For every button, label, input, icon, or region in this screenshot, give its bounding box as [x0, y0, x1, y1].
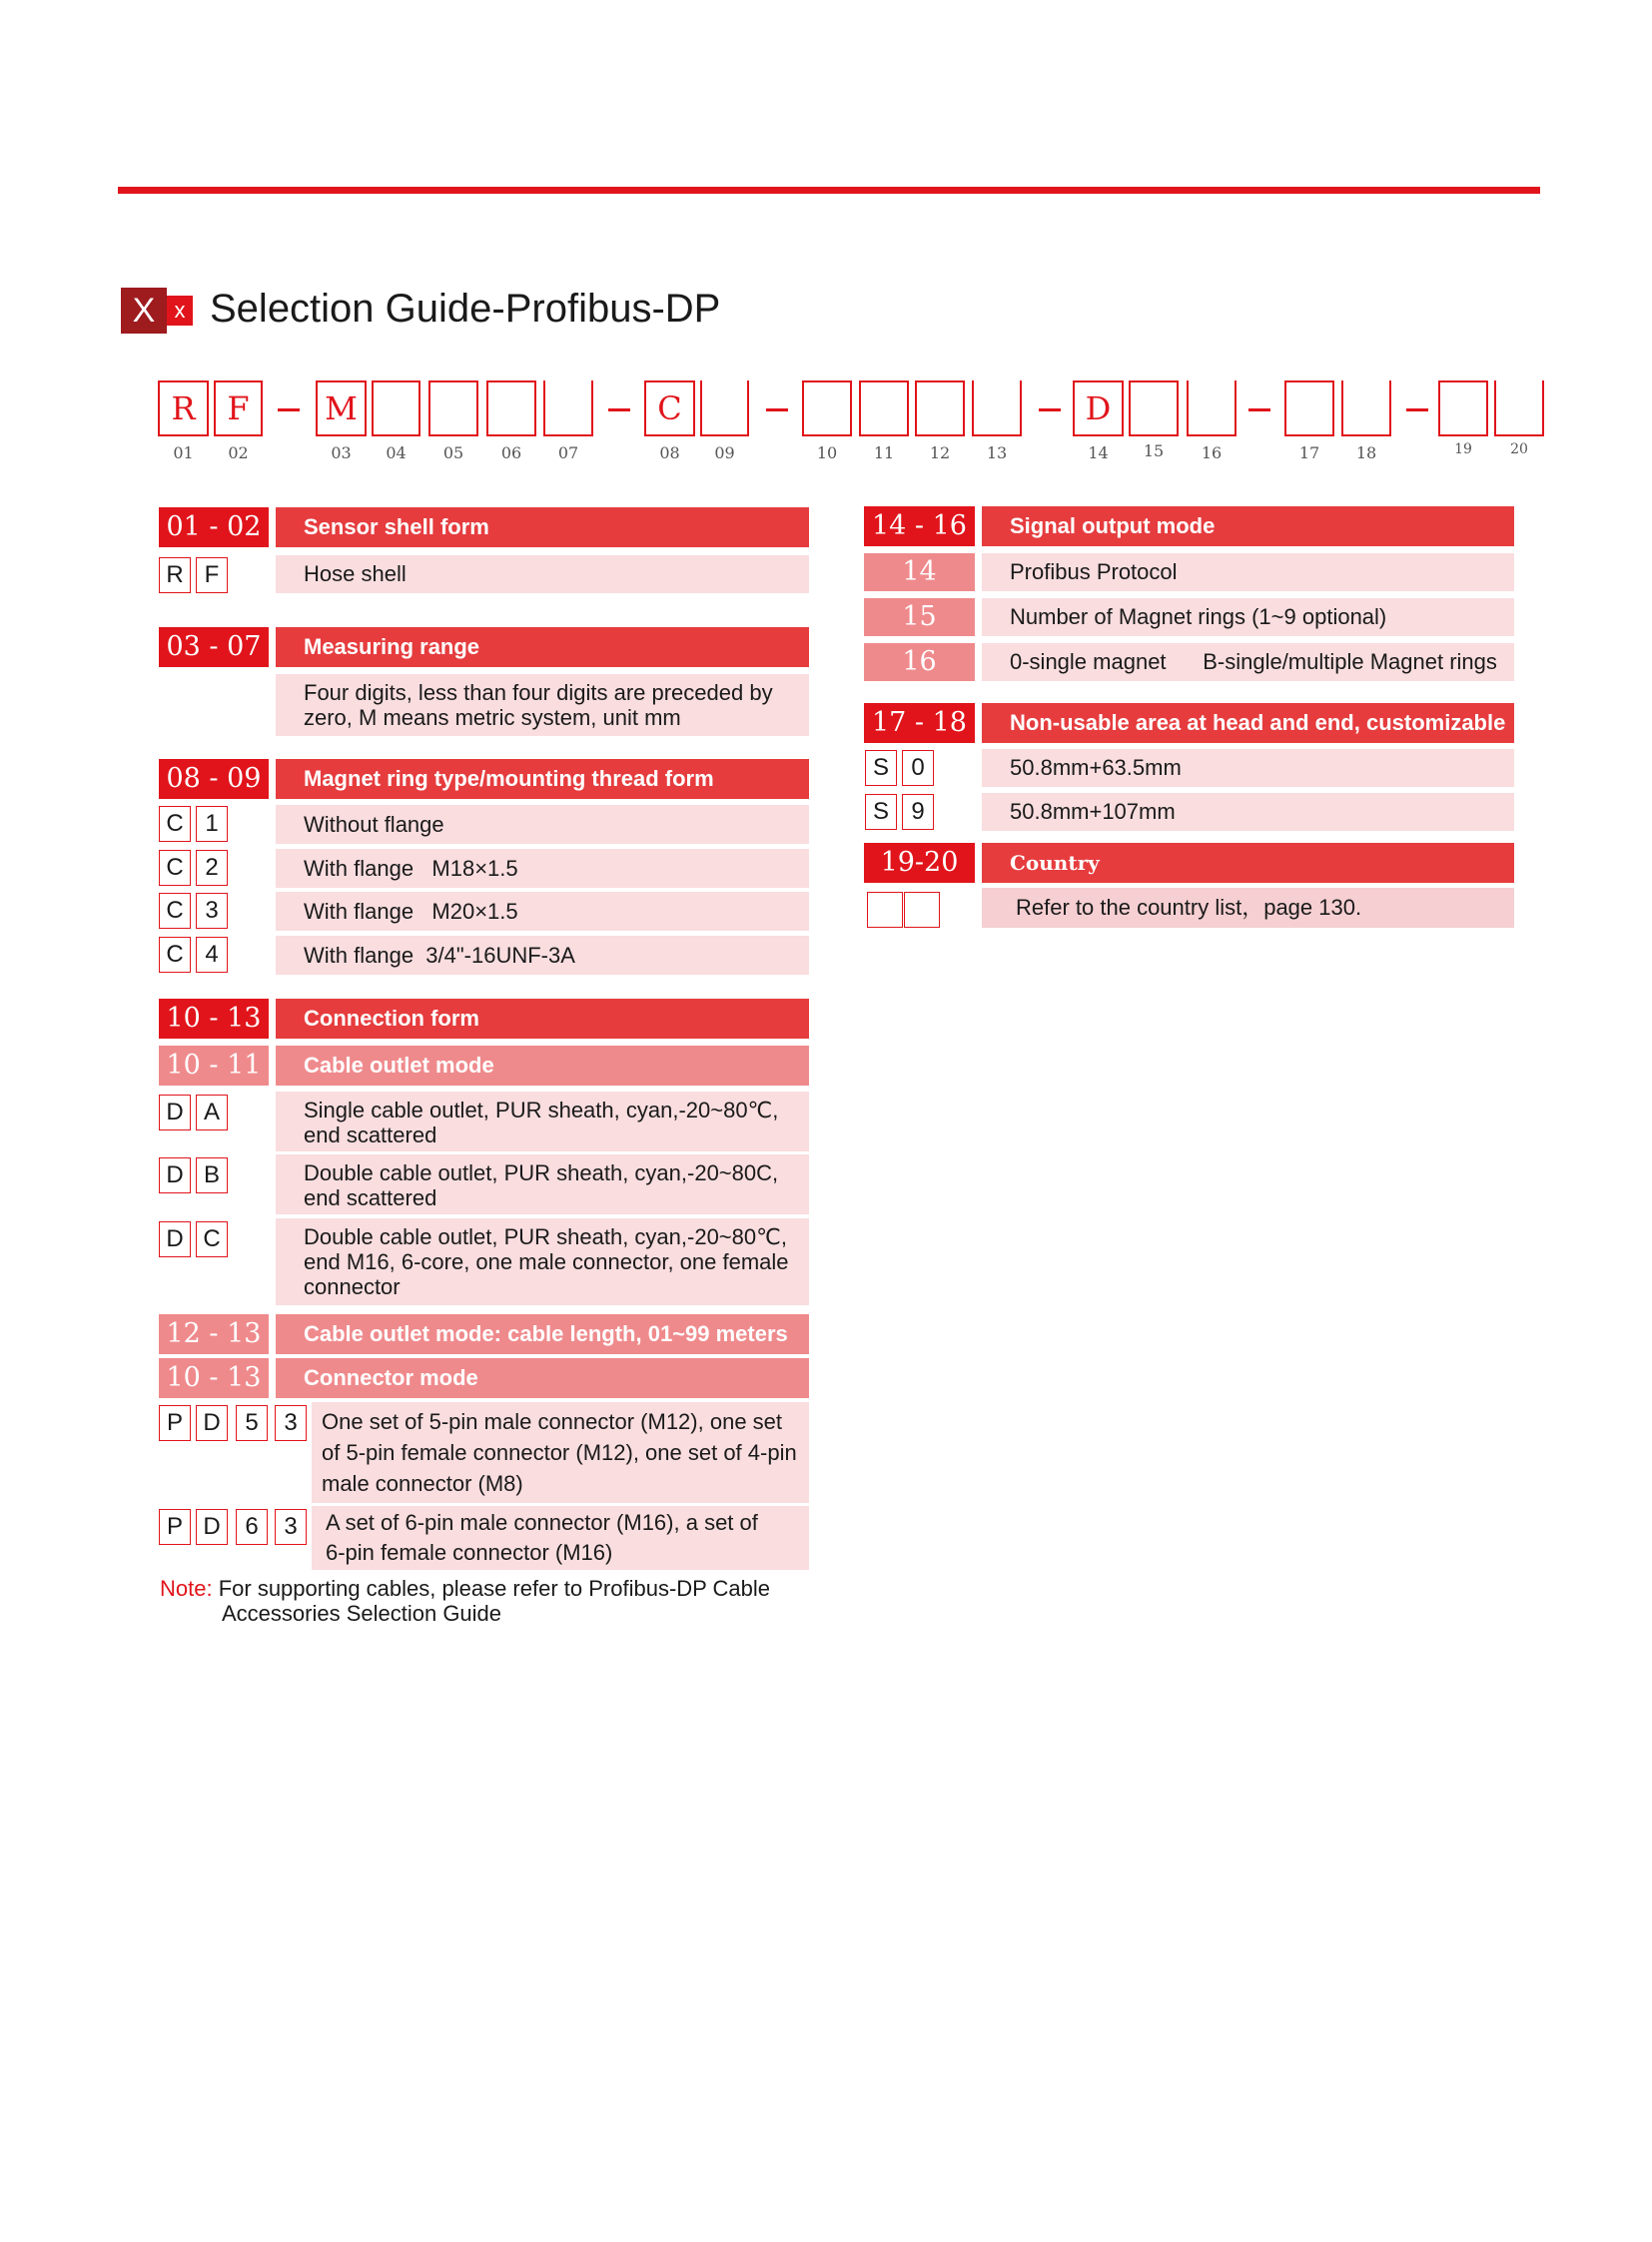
section-logo-small: x	[167, 296, 193, 326]
code-position-number: 11	[873, 443, 895, 462]
page-title: Selection Guide-Profibus-DP	[210, 287, 721, 331]
code-position-box	[859, 380, 909, 436]
note-label: Note:	[160, 1576, 213, 1601]
code-position-box: C	[644, 380, 695, 436]
code-position-number: 16	[1201, 443, 1223, 462]
text-line: One set of 5-pin male connector (M12), one set	[322, 1409, 783, 1434]
text-line: end M16, 6-core, one male connector, one female	[304, 1249, 789, 1274]
text-line: end scattered	[304, 1185, 437, 1210]
text-line: Double cable outlet, PUR sheath, cyan,-20~80℃,	[304, 1224, 787, 1249]
code-letter-box: 5	[236, 1405, 268, 1441]
code-position-number: 01	[173, 443, 194, 462]
code-letter-box: D	[159, 1221, 191, 1257]
option-s0: 50.8mm+63.5mm	[982, 749, 1514, 787]
header-measuring-range: Measuring range	[276, 627, 809, 667]
code-position-box	[700, 380, 749, 436]
code-position-number: 04	[386, 443, 407, 462]
code-letter-box: P	[159, 1405, 191, 1441]
code-badge-03-07: 03 - 07	[159, 627, 269, 667]
code-badge-15: 15	[864, 598, 975, 636]
header-country: Country	[982, 843, 1514, 883]
code-separator-dash	[766, 408, 788, 411]
code-position-box: R	[158, 380, 209, 436]
header-magnet-ring-type: Magnet ring type/mounting thread form	[276, 759, 809, 799]
code-letter-box: S	[865, 794, 897, 830]
header-connector-mode: Connector mode	[276, 1358, 809, 1398]
code-letter-box: A	[196, 1095, 228, 1130]
code-position-number: 08	[659, 443, 680, 462]
code-position-box	[1284, 380, 1334, 436]
header-cable-outlet-mode: Cable outlet mode	[276, 1046, 809, 1086]
code-position-box	[1187, 380, 1237, 436]
option-country-list: Refer to the country list，page 130.	[982, 888, 1514, 928]
code-badge-14-16: 14 - 16	[864, 506, 975, 546]
code-position-number: 19	[1454, 441, 1472, 457]
text-line: Double cable outlet, PUR sheath, cyan,-20~80C,	[304, 1160, 779, 1185]
option-without-flange: Without flange	[276, 805, 809, 844]
code-position-number: 12	[929, 443, 951, 462]
code-letter-box: 3	[275, 1509, 307, 1545]
code-letter-box: C	[159, 850, 191, 886]
option-pd63	[312, 1506, 809, 1570]
code-badge-14: 14	[864, 553, 975, 591]
code-separator-dash	[608, 408, 630, 411]
text-line: 6-pin female connector (M16)	[326, 1540, 613, 1565]
code-position-number: 06	[500, 443, 522, 462]
code-position-box	[486, 380, 536, 436]
code-letter-box: C	[159, 806, 191, 842]
code-position-box	[1341, 380, 1391, 436]
code-badge-12-13: 12 - 13	[159, 1314, 269, 1354]
option-profibus-protocol: Profibus Protocol	[982, 553, 1514, 591]
option-flange-unf: With flange 3/4"-16UNF-3A	[276, 936, 809, 975]
code-badge-10-13-connector: 10 - 13	[159, 1358, 269, 1398]
code-position-box: D	[1073, 380, 1124, 436]
section-logo-big: X	[121, 288, 167, 334]
code-letter-box: D	[159, 1095, 191, 1130]
code-badge-08-09: 08 - 09	[159, 759, 269, 799]
header-sensor-shell-form: Sensor shell form	[276, 507, 809, 547]
code-separator-dash	[278, 408, 300, 411]
header-signal-output-mode: Signal output mode	[982, 506, 1514, 546]
code-letter-box: P	[159, 1509, 191, 1545]
header-connection-form: Connection form	[276, 999, 809, 1039]
code-position-number: 20	[1510, 441, 1528, 457]
option-flange-m20: With flange M20×1.5	[276, 892, 809, 931]
header-cable-length: Cable outlet mode: cable length, 01~99 meters	[276, 1314, 809, 1354]
code-separator-dash	[1406, 408, 1428, 411]
code-position-box: F	[214, 380, 263, 436]
code-separator-dash	[1248, 408, 1270, 411]
text-line: end scattered	[304, 1122, 437, 1147]
code-position-number: 15	[1143, 441, 1165, 460]
code-position-box	[428, 380, 478, 436]
code-position-box	[1129, 380, 1179, 436]
code-position-number: 02	[228, 443, 249, 462]
code-position-box	[372, 380, 420, 436]
code-position-box	[802, 380, 852, 436]
option-magnet-type: 0-single magnet B-single/multiple Magnet rings	[982, 643, 1514, 681]
code-position-number: 17	[1298, 443, 1320, 462]
code-position-number: 09	[714, 443, 735, 462]
code-letter-box: S	[865, 750, 897, 786]
code-letter-box	[904, 892, 940, 928]
code-badge-01-02: 01 - 02	[159, 507, 269, 547]
code-position-number: 07	[557, 443, 579, 462]
option-double-cable-scattered	[276, 1154, 809, 1214]
code-letter-box: 2	[196, 850, 228, 886]
note-text: For supporting cables, please refer to Profibus-DP Cable	[212, 1576, 771, 1601]
code-separator-dash	[1039, 408, 1061, 411]
option-flange-m18: With flange M18×1.5	[276, 849, 809, 888]
text-line: of 5-pin female connector (M12), one set of 4-pin	[322, 1440, 797, 1465]
code-position-box: M	[316, 380, 367, 436]
text-line: Four digits, less than four digits are preceded by	[304, 680, 773, 705]
code-position-box	[543, 380, 593, 436]
code-letter-box: 3	[275, 1405, 307, 1441]
code-letter-box: C	[159, 937, 191, 973]
header-non-usable-area: Non-usable area at head and end, customizable	[982, 703, 1514, 743]
code-position-number: 14	[1088, 443, 1109, 462]
code-letter-box: C	[159, 893, 191, 929]
note-text-cont: Accessories Selection Guide	[222, 1601, 502, 1626]
code-letter-box: D	[159, 1157, 191, 1193]
option-hose-shell: Hose shell	[276, 555, 809, 593]
top-rule	[118, 187, 1540, 194]
text-line: connector	[304, 1274, 401, 1299]
code-letter-box: 3	[196, 893, 228, 929]
code-letter-box	[867, 892, 903, 928]
code-badge-10-13: 10 - 13	[159, 999, 269, 1039]
note	[160, 1576, 819, 1626]
text-line: Single cable outlet, PUR sheath, cyan,-20~80℃,	[304, 1098, 779, 1122]
code-letter-box: 9	[902, 794, 934, 830]
code-letter-box: 4	[196, 937, 228, 973]
measuring-range-description	[276, 674, 809, 736]
code-letter-box: 1	[196, 806, 228, 842]
code-position-number: 18	[1355, 443, 1377, 462]
code-letter-box: 0	[902, 750, 934, 786]
code-badge-16: 16	[864, 643, 975, 681]
option-pd53	[312, 1402, 809, 1503]
code-letter-box: C	[196, 1221, 228, 1257]
code-position-box	[915, 380, 965, 436]
code-position-box	[1438, 380, 1488, 436]
text-line: zero, M means metric system, unit mm	[304, 705, 681, 730]
option-s9: 50.8mm+107mm	[982, 793, 1514, 831]
code-badge-10-11: 10 - 11	[159, 1046, 269, 1086]
option-double-cable-m16	[276, 1218, 809, 1305]
code-position-box	[1494, 380, 1544, 436]
code-position-number: 10	[816, 443, 838, 462]
code-position-number: 13	[986, 443, 1008, 462]
code-position-number: 05	[442, 443, 464, 462]
option-magnet-ring-count: Number of Magnet rings (1~9 optional)	[982, 598, 1514, 636]
option-single-cable	[276, 1092, 809, 1151]
text-line: A set of 6-pin male connector (M16), a set of	[326, 1510, 758, 1535]
code-position-box	[972, 380, 1022, 436]
text-line: male connector (M8)	[322, 1471, 523, 1496]
code-letter-box: R	[159, 557, 191, 593]
code-badge-19-20: 19-20	[864, 843, 975, 883]
code-letter-box: 6	[236, 1509, 268, 1545]
code-badge-17-18: 17 - 18	[864, 703, 975, 743]
code-letter-box: F	[196, 557, 228, 593]
code-letter-box: D	[196, 1509, 228, 1545]
code-letter-box: B	[196, 1157, 228, 1193]
code-letter-box: D	[196, 1405, 228, 1441]
code-position-number: 03	[331, 443, 352, 462]
